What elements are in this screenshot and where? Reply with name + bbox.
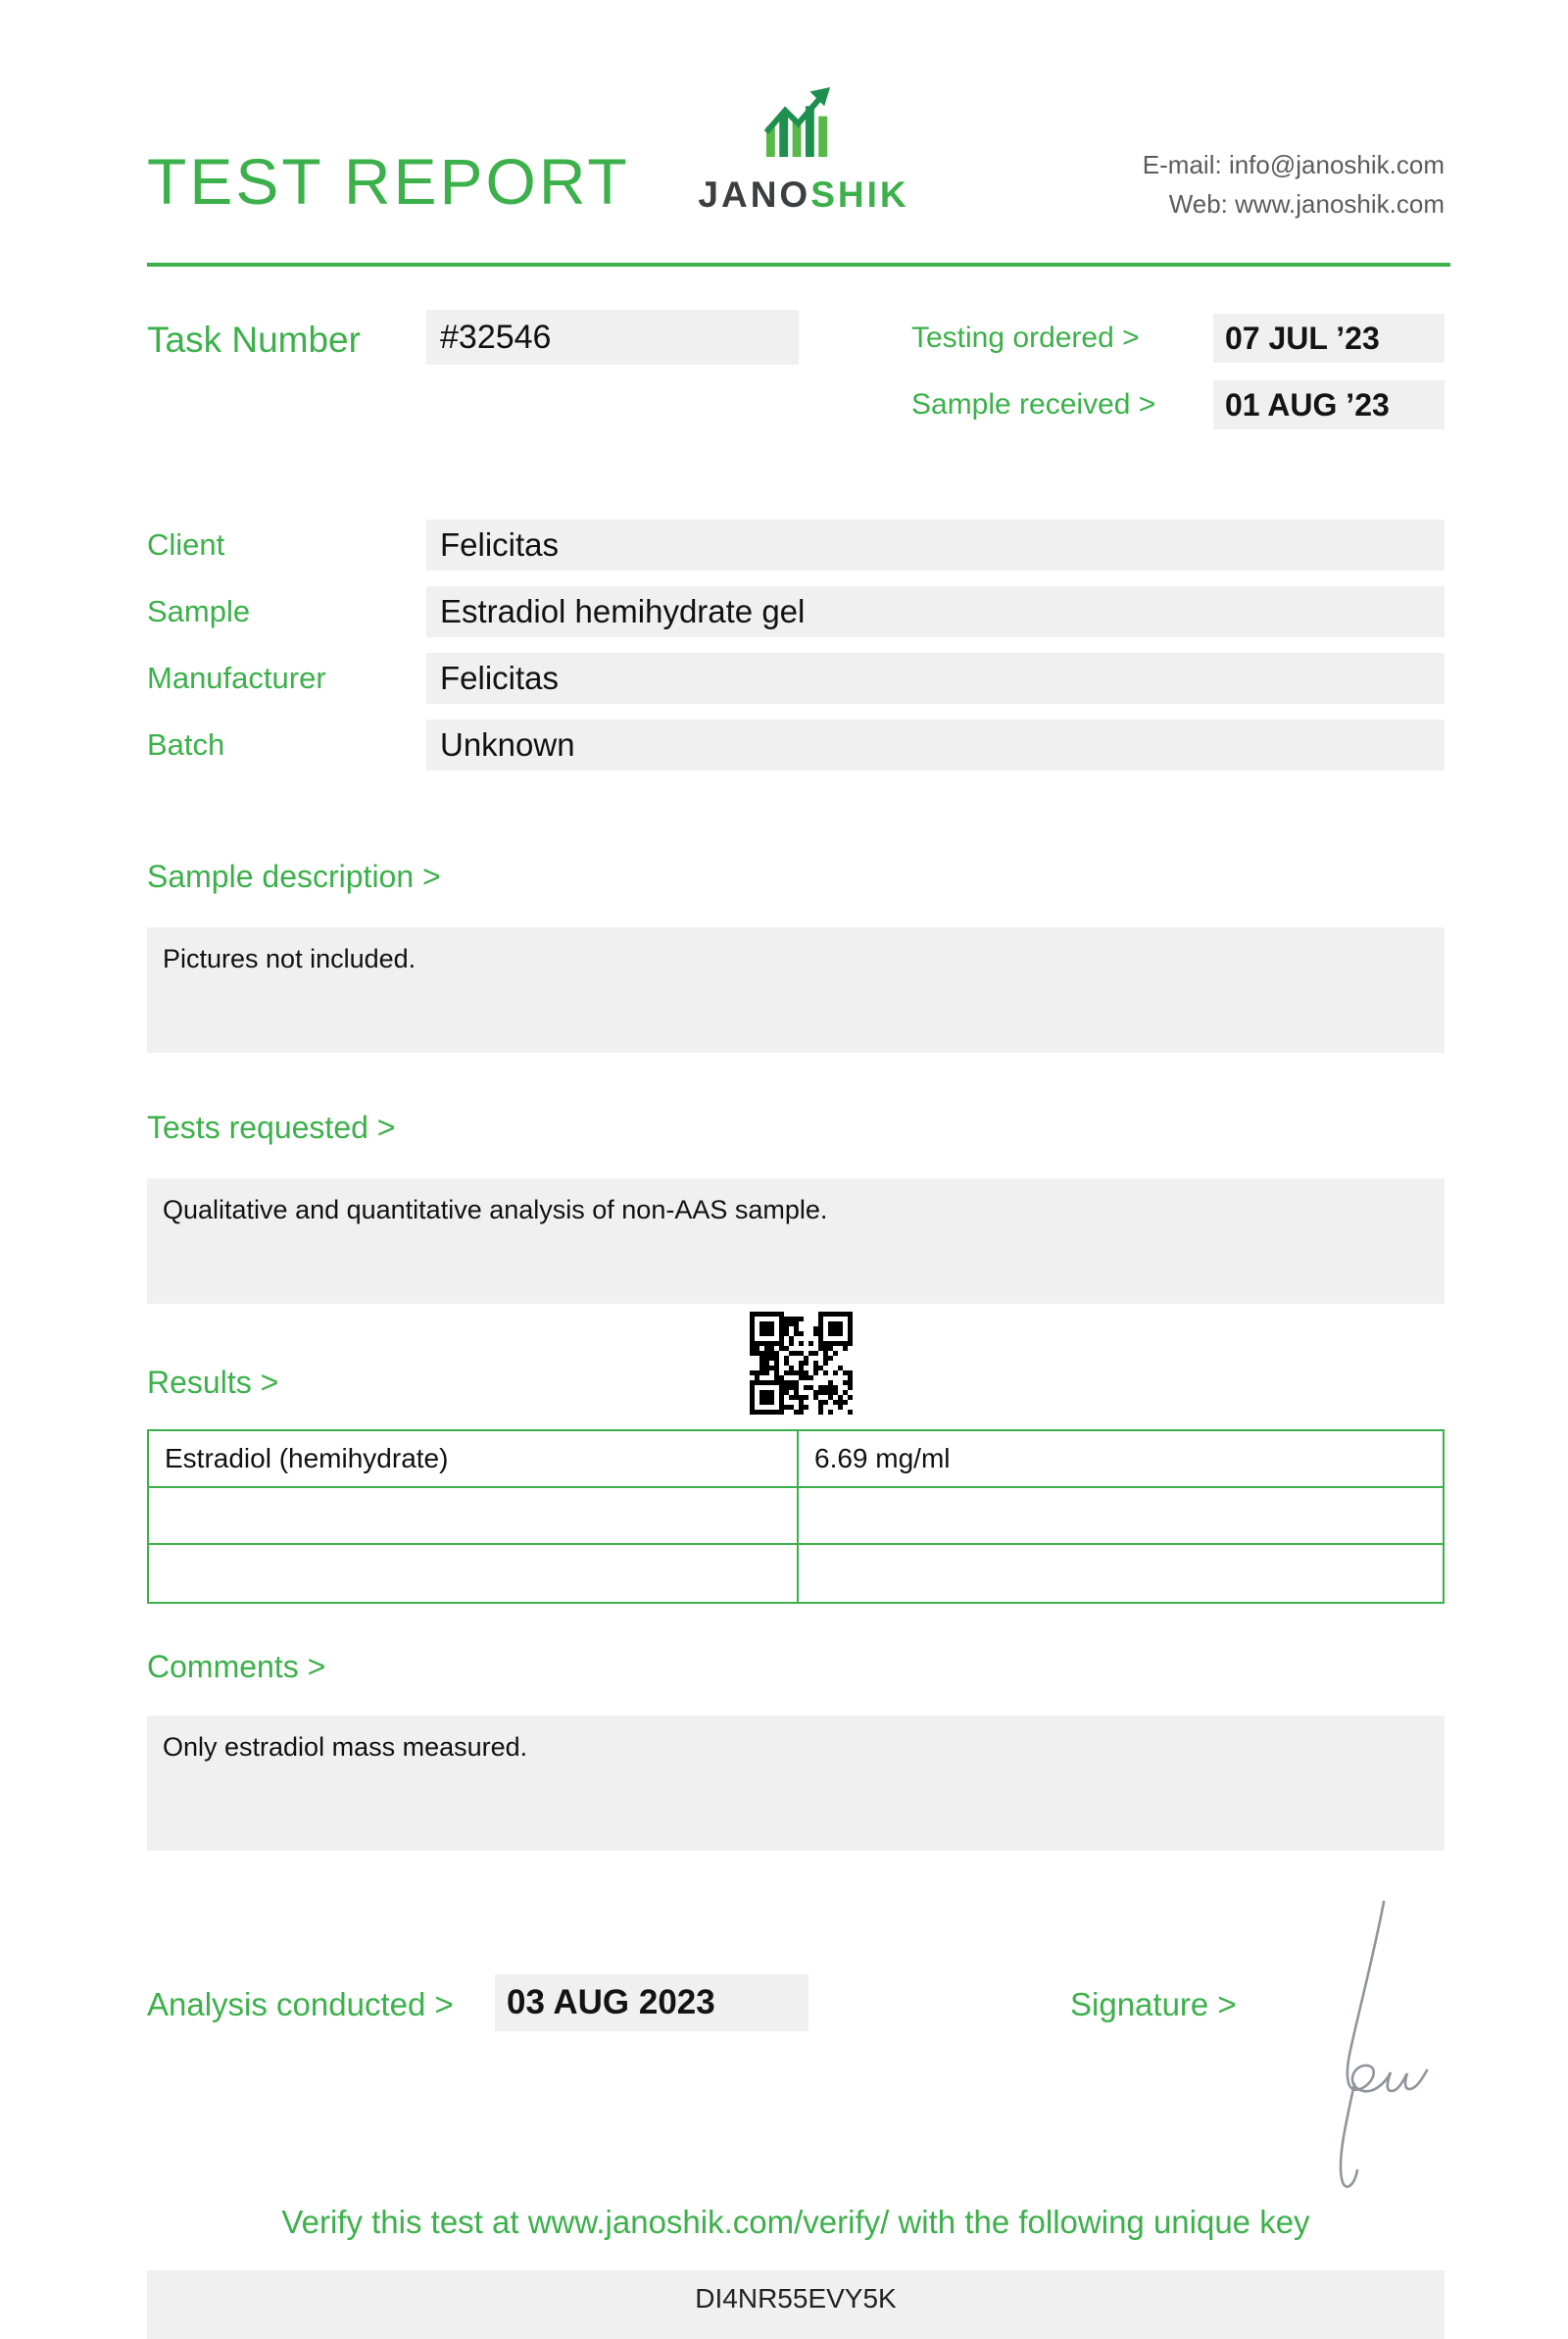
sample-label: Sample [147,594,251,628]
result-name: Estradiol (hemihydrate) [149,1431,799,1486]
detail-row-client [147,520,1445,571]
sample-description-box: Pictures not included. [147,927,1445,1053]
task-number-value: #32546 [426,310,799,365]
contact-email-line [1143,145,1445,184]
testing-ordered-label: Testing ordered > [911,322,1140,354]
tests-requested-heading: Tests requested > [147,1110,396,1145]
result-value [799,1488,1443,1543]
result-value [799,1545,1443,1602]
results-heading: Results > [147,1365,279,1400]
email-label: E-mail: [1142,150,1222,179]
logo-text-jano: JANO [698,174,811,215]
client-value: Felicitas [426,520,1445,571]
tests-requested-box: Qualitative and quantitative analysis of non-AAS sample. [147,1178,1445,1304]
sample-details [147,520,1445,786]
result-name [149,1545,799,1602]
result-name [149,1488,799,1543]
manufacturer-label: Manufacturer [147,661,326,695]
email-value: info@janoshik.com [1228,150,1445,179]
sample-value: Estradiol hemihydrate gel [426,586,1445,637]
web-label: Web: [1168,189,1228,219]
task-number-label: Task Number [147,320,361,360]
page-title: TEST REPORT [147,145,630,218]
contact-web-line [1143,184,1445,224]
logo-wordmark [686,174,921,216]
table-row [149,1488,1443,1545]
table-row [149,1431,1443,1488]
client-label: Client [147,527,225,562]
batch-value: Unknown [426,720,1445,771]
comments-heading: Comments > [147,1649,326,1684]
results-table [147,1429,1445,1604]
analysis-conducted-label: Analysis conducted > [147,1986,454,2022]
testing-ordered-value: 07 JUL ’23 [1213,314,1445,363]
qr-code [750,1312,853,1415]
manufacturer-value: Felicitas [426,653,1445,704]
contact-block [1143,145,1445,224]
detail-row-batch [147,720,1445,771]
detail-row-sample [147,586,1445,637]
analysis-date-value: 03 AUG 2023 [495,1974,808,2031]
batch-label: Batch [147,727,225,762]
comments-box: Only estradiol mass measured. [147,1716,1445,1851]
logo-chart-icon [760,86,839,161]
verify-instruction: Verify this test at www.janoshik.com/verify/ with the following unique key [281,2204,1310,2240]
signature-label: Signature > [1070,1986,1237,2022]
table-row [149,1545,1443,1602]
sample-description-heading: Sample description > [147,859,441,894]
web-value: www.janoshik.com [1235,189,1445,219]
sample-received-value: 01 AUG ’23 [1213,380,1445,429]
header-divider [147,263,1450,267]
result-value: 6.69 mg/ml [814,1443,951,1473]
sample-received-label: Sample received > [911,388,1156,421]
signature-image [1290,1888,1446,2202]
unique-key-value: DI4NR55EVY5K [147,2270,1445,2339]
detail-row-manufacturer [147,653,1445,704]
logo-text-shik: SHIK [810,174,909,215]
